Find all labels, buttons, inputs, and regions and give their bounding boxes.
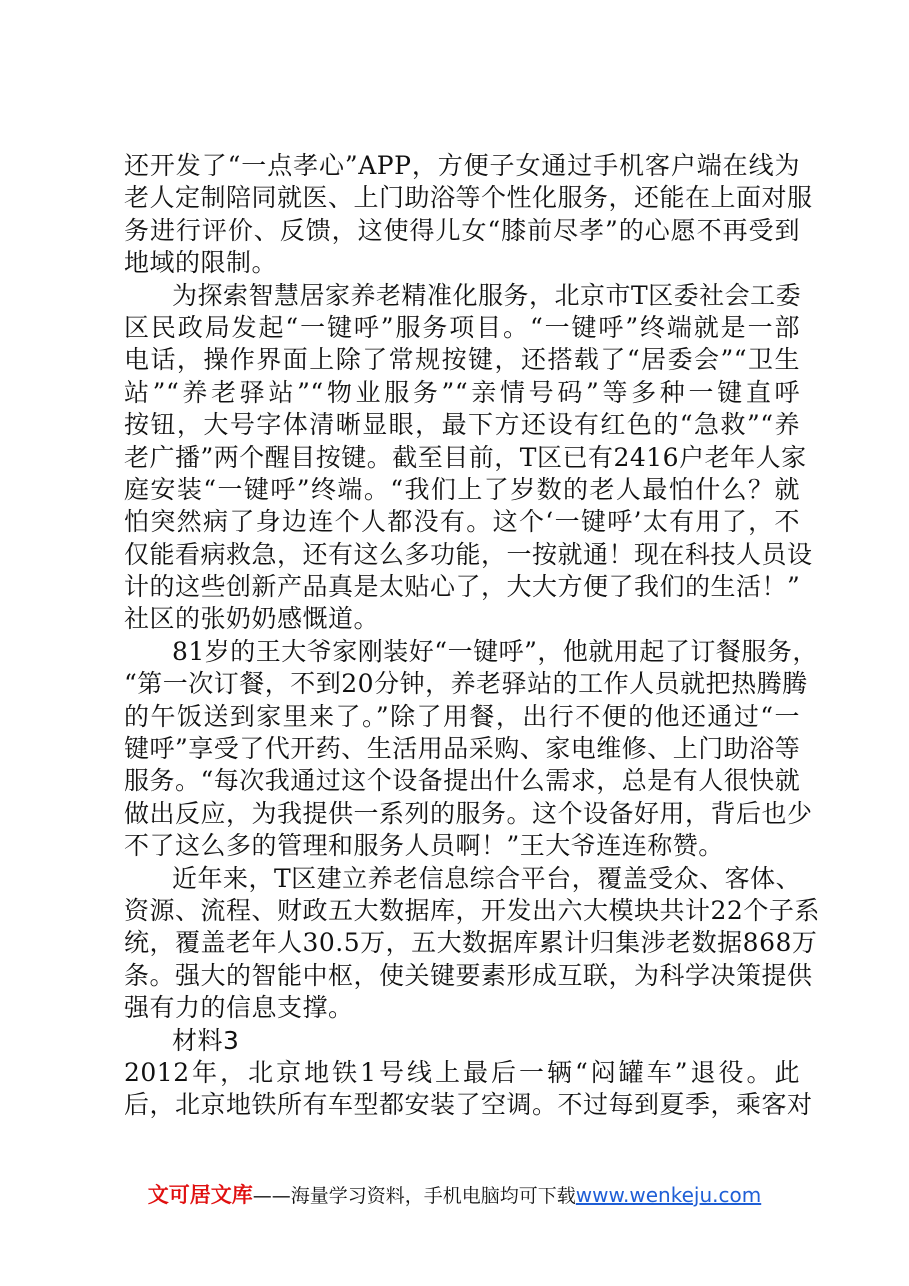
text-line: 条。强大的智能中枢，使关键要素形成互联，为科学决策提供 (124, 960, 813, 990)
website-link[interactable]: www.wenkeju.com (575, 1183, 762, 1207)
text-line: 地域的限制。 (124, 248, 278, 278)
text-line: 强有力的信息支撑。 (124, 993, 354, 1023)
text-line: 计的这些创新产品真是太贴心了，大大方便了我们的生活！” (124, 572, 801, 602)
text-line: 的午饭送到家里来了。”除了用餐，出行不便的他还通过“一 (124, 701, 800, 731)
text-line: 为探索智慧居家养老精准化服务，北京市T区委社会工委 (172, 280, 802, 310)
section-heading: 材料3 (172, 1025, 240, 1055)
document-body (124, 150, 820, 1122)
text-line: 务进行评价、反馈，这使得儿女“膝前尽孝”的心愿不再受到 (124, 215, 800, 245)
text-line: 81岁的王大爷家刚装好“一键呼”，他就用起了订餐服务， (172, 636, 818, 666)
footer-banner (0, 1182, 909, 1209)
text-line: 站”“养老驿站”“物业服务”“亲情号码”等多种一键直呼 (124, 377, 800, 407)
text-line: 2012年，北京地铁1号线上最后一辆“闷罐车”退役。此 (124, 1057, 800, 1087)
text-line: 还开发了“一点孝心”APP，方便子女通过手机客户端在线为 (124, 151, 800, 180)
text-line: “第一次订餐，不到20分钟，养老驿站的工作人员就把热腾腾 (124, 669, 808, 699)
text-line: 统，覆盖老年人30.5万，五大数据库累计归集涉老数据868万 (124, 928, 818, 958)
text-line: 近年来，T区建立养老信息综合平台，覆盖受众、客体、 (172, 863, 802, 893)
brand-name: 文可居文库 (147, 1183, 253, 1207)
text-line: 老广播”两个醒目按键。截至目前，T区已有2416户老年人家 (124, 442, 807, 472)
footer-slogan: 海量学习资料，手机电脑均可下载 (290, 1185, 576, 1207)
text-line: 后，北京地铁所有车型都安装了空调。不过每到夏季，乘客对 (124, 1090, 813, 1120)
text-line: 老人定制陪同就医、上门助浴等个性化服务，还能在上面对服 (124, 183, 813, 213)
text-line: 仅能看病救急，还有这么多功能，一按就通！现在科技人员设 (124, 539, 813, 569)
text-line: 做出反应，为我提供一系列的服务。这个设备好用，背后也少 (124, 798, 813, 828)
text-line: 社区的张奶奶感慨道。 (124, 604, 380, 634)
text-line: 怕突然病了身边连个人都没有。这个‘一键呼’太有用了，不 (124, 507, 800, 537)
text-line: 不了这么多的管理和服务人员啊！”王大爷连连称赞。 (124, 831, 724, 861)
text-line: 区民政局发起“一键呼”服务项目。“一键呼”终端就是一部 (124, 312, 800, 342)
text-line: 庭安装“一键呼”终端。“我们上了岁数的老人最怕什么？就 (124, 474, 800, 504)
text-line: 按钮，大号字体清晰显眼，最下方还设有红色的“急救”“养 (124, 410, 800, 440)
text-line: 电话，操作界面上除了常规按键，还搭载了“居委会”“卫生 (124, 345, 800, 375)
footer-dash: —— (252, 1185, 291, 1207)
text-line: 键呼”享受了代开药、生活用品采购、家电维修、上门助浴等 (124, 734, 801, 764)
text-line: 服务。“每次我通过这个设备提出什么需求，总是有人很快就 (124, 766, 801, 796)
text-line: 资源、流程、财政五大数据库，开发出六大模块共计22个子系 (124, 895, 820, 925)
